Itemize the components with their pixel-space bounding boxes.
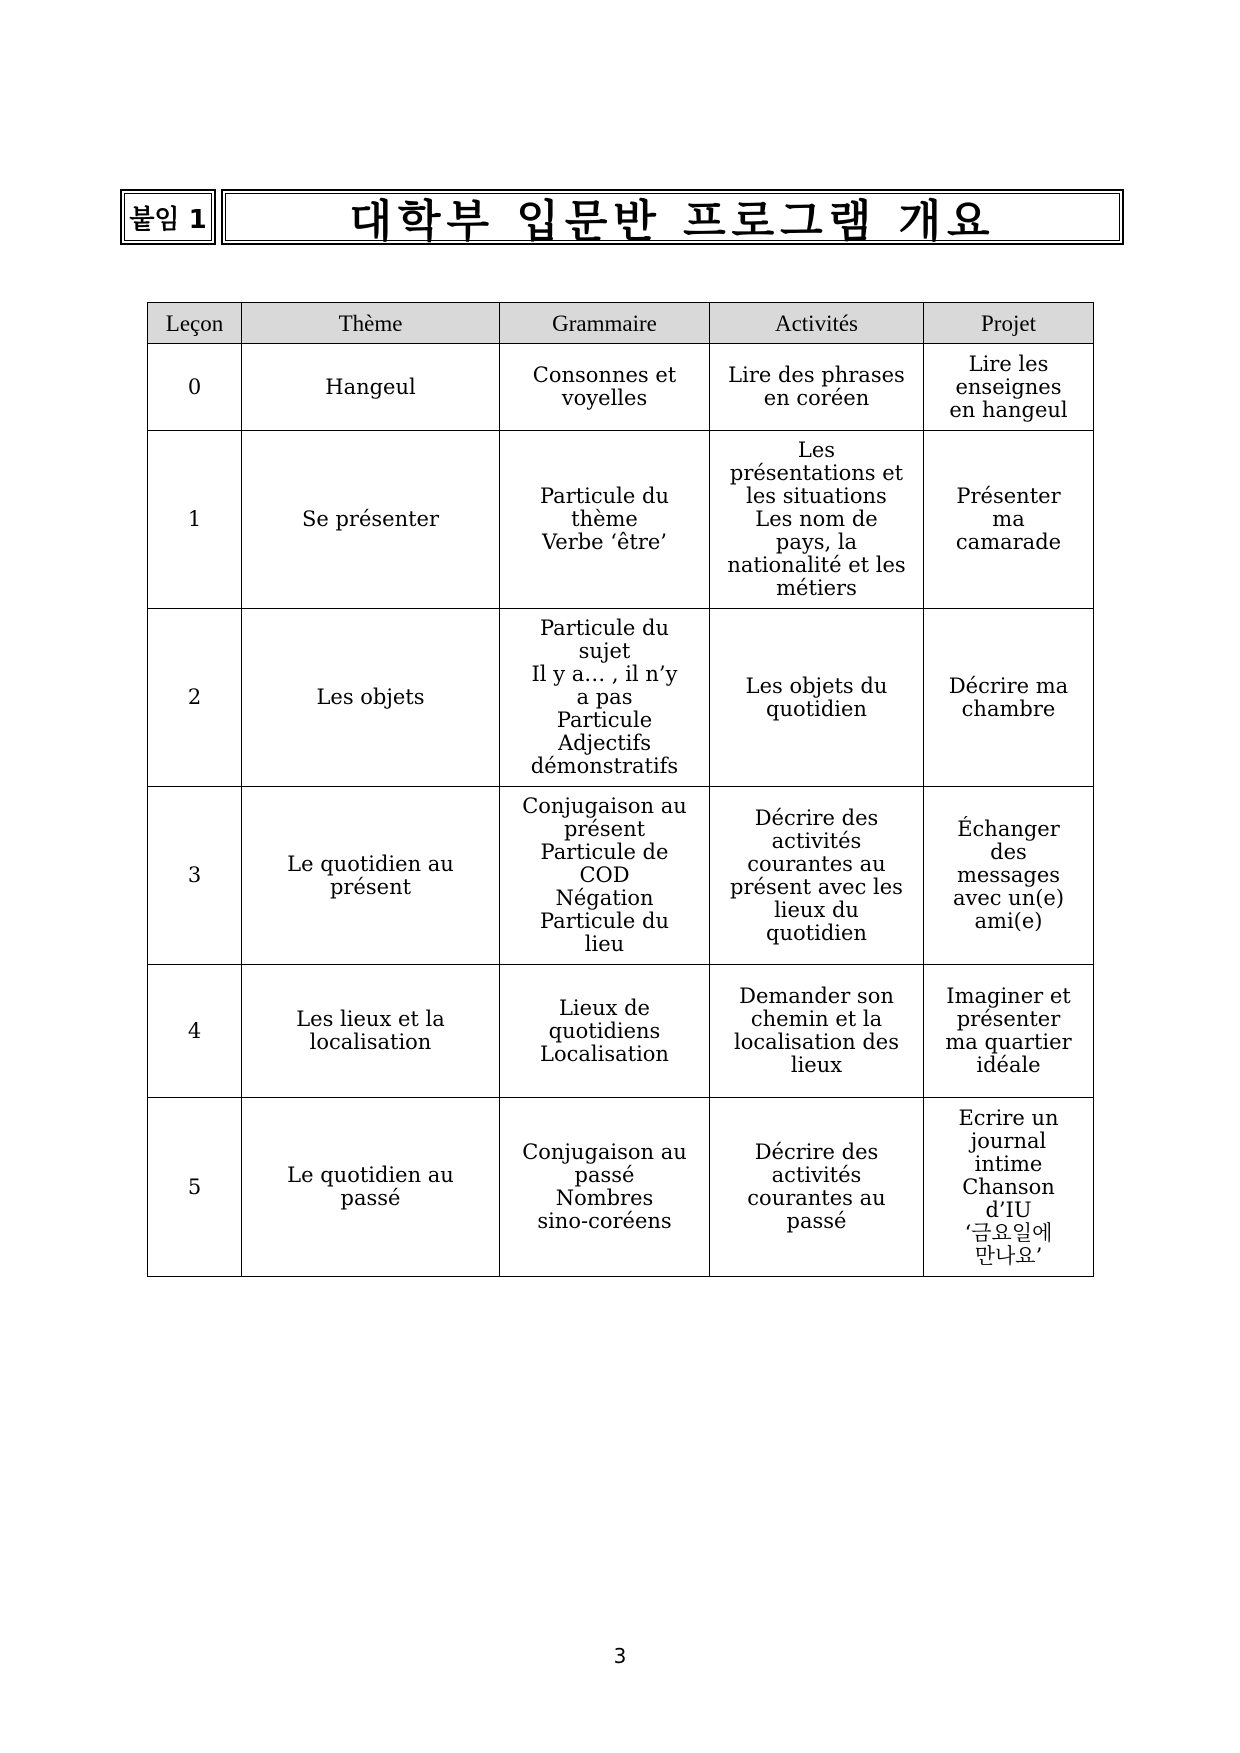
attachment-label: 붙임 1 (129, 204, 207, 235)
cell-theme: Les objets (242, 609, 500, 787)
page-title: 대학부 입문반 프로그램 개요 (349, 196, 996, 247)
cell-theme: Les lieux et la localisation (242, 965, 500, 1098)
document-header (120, 189, 1124, 247)
cell-activites: Décrire des activités courantes au présent avec les lieux du quotidien (710, 787, 924, 965)
attachment-label-box (120, 189, 216, 245)
cell-projet: Présenter ma camarade (924, 431, 1094, 609)
cell-grammaire: Lieux de quotidiens Localisation (500, 965, 710, 1098)
cell-lecon: 3 (148, 787, 242, 965)
table-row (148, 344, 1094, 431)
table-row (148, 787, 1094, 965)
cell-lecon: 5 (148, 1098, 242, 1277)
cell-projet: Décrire ma chambre (924, 609, 1094, 787)
cell-lecon: 2 (148, 609, 242, 787)
cell-projet: Lire les enseignes en hangeul (924, 344, 1094, 431)
cell-lecon: 1 (148, 431, 242, 609)
cell-activites: Les objets du quotidien (710, 609, 924, 787)
cell-projet: Imaginer et présenter ma quartier idéale (924, 965, 1094, 1098)
program-table (147, 302, 1094, 1277)
title-box (221, 189, 1124, 245)
cell-grammaire: Conjugaison au présent Particule de COD Négation Particule du lieu (500, 787, 710, 965)
column-header-theme: Thème (242, 303, 500, 344)
table-row (148, 609, 1094, 787)
page-number: 3 (613, 1644, 627, 1668)
column-header-lecon: Leçon (148, 303, 242, 344)
table-row (148, 965, 1094, 1098)
table-row (148, 431, 1094, 609)
cell-theme: Le quotidien au présent (242, 787, 500, 965)
cell-activites: Demander son chemin et la localisation des lieux (710, 965, 924, 1098)
cell-activites: Les présentations et les situations Les nom de pays, la nationalité et les métiers (710, 431, 924, 609)
cell-lecon: 0 (148, 344, 242, 431)
cell-grammaire: Conjugaison au passé Nombres sino-coréens (500, 1098, 710, 1277)
cell-theme: Hangeul (242, 344, 500, 431)
cell-theme: Le quotidien au passé (242, 1098, 500, 1277)
table-header-row (148, 303, 1094, 344)
cell-theme: Se présenter (242, 431, 500, 609)
cell-projet: Ecrire un journal intime Chanson d’IU ‘금요일에 만나요’ (924, 1098, 1094, 1277)
cell-grammaire: Consonnes et voyelles (500, 344, 710, 431)
cell-projet: Échanger des messages avec un(e) ami(e) (924, 787, 1094, 965)
cell-activites: Lire des phrases en coréen (710, 344, 924, 431)
cell-grammaire: Particule du sujet Il y a… , il n’y a pas Particule Adjectifs démonstratifs (500, 609, 710, 787)
table-row (148, 1098, 1094, 1277)
column-header-grammaire: Grammaire (500, 303, 710, 344)
cell-grammaire: Particule du thème Verbe ‘être’ (500, 431, 710, 609)
column-header-activites: Activités (710, 303, 924, 344)
column-header-projet: Projet (924, 303, 1094, 344)
cell-activites: Décrire des activités courantes au passé (710, 1098, 924, 1277)
cell-lecon: 4 (148, 965, 242, 1098)
